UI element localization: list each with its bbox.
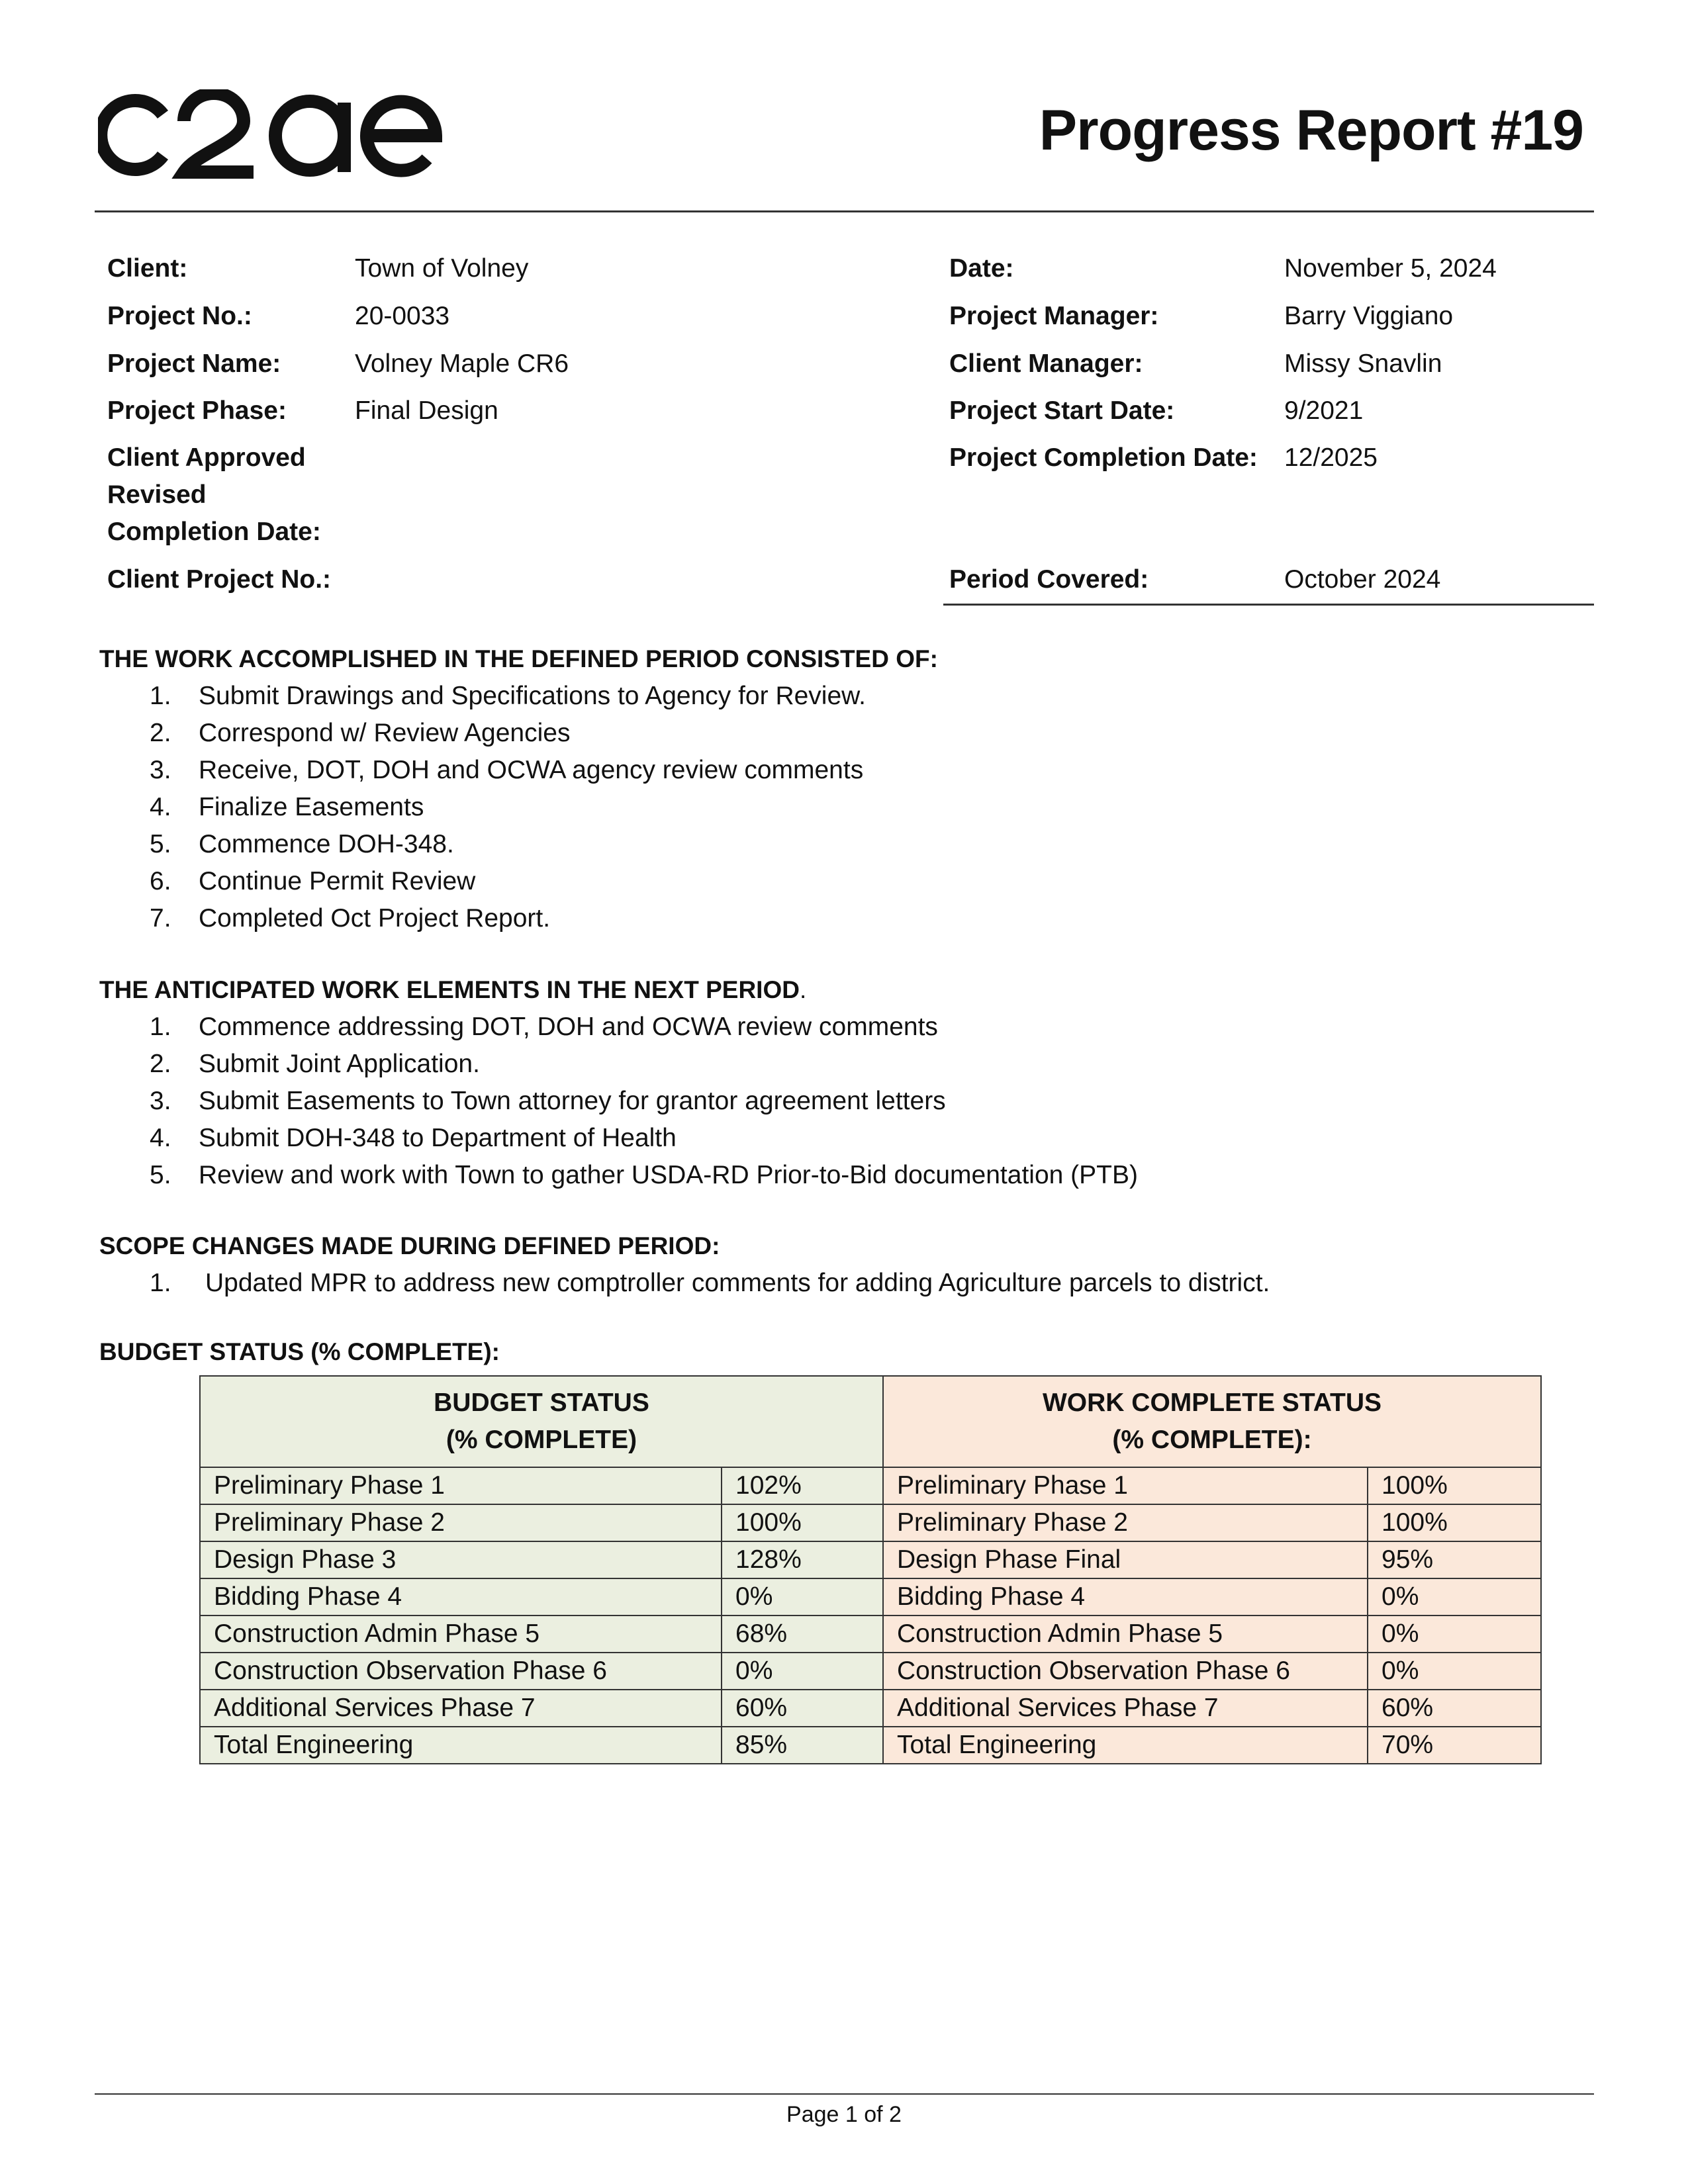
work-pct-cell: 60% [1368, 1690, 1541, 1727]
header-divider [95, 210, 1594, 212]
anticipated-work-list [99, 1009, 1138, 1194]
work-pct-cell: 0% [1368, 1615, 1541, 1653]
work-phase-cell: Additional Services Phase 7 [883, 1690, 1368, 1727]
date-value: November 5, 2024 [1284, 254, 1497, 283]
budget-pct-cell: 128% [722, 1541, 883, 1578]
project-phase-label: Project Phase: [107, 396, 287, 425]
list-item: 3. Receive, DOT, DOH and OCWA agency review comments [150, 756, 864, 784]
budget-pct-cell: 0% [722, 1578, 883, 1615]
page-number: Page 1 of 2 [786, 2102, 902, 2127]
work-accomplished-heading: THE WORK ACCOMPLISHED IN THE DEFINED PERIOD CONSISTED OF: [99, 645, 938, 672]
project-name-value: Volney Maple CR6 [355, 349, 569, 378]
project-no-value: 20-0033 [355, 302, 450, 330]
list-item: 2. Correspond w/ Review Agencies [150, 719, 571, 747]
table-row [200, 1504, 1541, 1541]
list-item: 1. Commence addressing DOT, DOH and OCWA review comments [150, 1013, 938, 1041]
budget-phase-cell: Preliminary Phase 1 [200, 1467, 722, 1504]
work-phase-cell: Construction Admin Phase 5 [883, 1615, 1368, 1653]
work-pct-cell: 0% [1368, 1578, 1541, 1615]
work-pct-cell: 100% [1368, 1467, 1541, 1504]
client-value: Town of Volney [355, 254, 529, 283]
table-row [200, 1690, 1541, 1727]
date-label: Date: [949, 254, 1014, 283]
client-approved-revised-completion-date-label: Client Approved Revised Completion Date: [107, 443, 321, 546]
period-covered-label: Period Covered: [949, 565, 1149, 594]
budget-phase-cell: Bidding Phase 4 [200, 1578, 722, 1615]
period-covered-divider [943, 604, 1594, 606]
budget-status-header: BUDGET STATUS (% COMPLETE) [200, 1376, 883, 1467]
budget-phase-cell: Construction Observation Phase 6 [200, 1653, 722, 1690]
work-pct-cell: 70% [1368, 1727, 1541, 1764]
work-pct-cell: 95% [1368, 1541, 1541, 1578]
work-pct-cell: 100% [1368, 1504, 1541, 1541]
project-completion-date-value: 12/2025 [1284, 443, 1378, 472]
list-item: 4. Finalize Easements [150, 793, 424, 821]
budget-status-heading: BUDGET STATUS (% COMPLETE): [99, 1338, 500, 1365]
c2ae-logo [98, 89, 442, 182]
anticipated-work-heading: THE ANTICIPATED WORK ELEMENTS IN THE NEXT PERIOD. [99, 976, 807, 1003]
work-complete-status-header: WORK COMPLETE STATUS (% COMPLETE): [883, 1376, 1541, 1467]
project-start-date-label: Project Start Date: [949, 396, 1175, 425]
project-name-label: Project Name: [107, 349, 281, 378]
client-project-no-label: Client Project No.: [107, 565, 332, 594]
table-row [200, 1653, 1541, 1690]
scope-changes-list [99, 1265, 1270, 1302]
table-row [200, 1578, 1541, 1615]
work-accomplished-list [99, 678, 866, 937]
client-manager-value: Missy Snavlin [1284, 349, 1442, 378]
list-item: 7. Completed Oct Project Report. [150, 904, 551, 933]
client-manager-label: Client Manager: [949, 349, 1143, 378]
project-no-label: Project No.: [107, 302, 252, 330]
work-phase-cell: Preliminary Phase 2 [883, 1504, 1368, 1541]
budget-phase-cell: Design Phase 3 [200, 1541, 722, 1578]
footer-divider [95, 2093, 1594, 2095]
project-phase-value: Final Design [355, 396, 498, 425]
list-item: 5. Commence DOH-348. [150, 830, 454, 858]
c2ae-logo-mark [98, 89, 442, 179]
work-pct-cell: 0% [1368, 1653, 1541, 1690]
project-manager-label: Project Manager: [949, 302, 1159, 330]
work-phase-cell: Design Phase Final [883, 1541, 1368, 1578]
table-row [200, 1541, 1541, 1578]
list-item: 6. Continue Permit Review [150, 867, 476, 895]
list-item: 4. Submit DOH-348 to Department of Health [150, 1124, 677, 1152]
budget-status-table [199, 1375, 1542, 1764]
budget-pct-cell: 0% [722, 1653, 883, 1690]
work-phase-cell: Preliminary Phase 1 [883, 1467, 1368, 1504]
project-start-date-value: 9/2021 [1284, 396, 1364, 425]
list-item: 3. Submit Easements to Town attorney for grantor agreement letters [150, 1087, 946, 1115]
list-item: 5. Review and work with Town to gather USDA-RD Prior-to-Bid documentation (PTB) [150, 1161, 1138, 1189]
budget-phase-cell: Additional Services Phase 7 [200, 1690, 722, 1727]
budget-phase-cell: Total Engineering [200, 1727, 722, 1764]
project-manager-value: Barry Viggiano [1284, 302, 1454, 330]
budget-pct-cell: 85% [722, 1727, 883, 1764]
table-header-row [200, 1376, 1541, 1467]
list-item: 2. Submit Joint Application. [150, 1050, 480, 1078]
budget-phase-cell: Construction Admin Phase 5 [200, 1615, 722, 1653]
work-phase-cell: Bidding Phase 4 [883, 1578, 1368, 1615]
scope-changes-heading: SCOPE CHANGES MADE DURING DEFINED PERIOD: [99, 1232, 720, 1259]
budget-phase-cell: Preliminary Phase 2 [200, 1504, 722, 1541]
work-phase-cell: Construction Observation Phase 6 [883, 1653, 1368, 1690]
list-item: 1. Updated MPR to address new comptroller comments for adding Agriculture parcels to district. [150, 1269, 1270, 1297]
period-covered-value: October 2024 [1284, 565, 1441, 594]
budget-pct-cell: 102% [722, 1467, 883, 1504]
work-phase-cell: Total Engineering [883, 1727, 1368, 1764]
table-row [200, 1615, 1541, 1653]
list-item: 1. Submit Drawings and Specifications to Agency for Review. [150, 682, 867, 710]
budget-pct-cell: 100% [722, 1504, 883, 1541]
report-title: Progress Report #19 [1039, 99, 1583, 162]
project-completion-date-label: Project Completion Date: [949, 443, 1258, 472]
budget-pct-cell: 60% [722, 1690, 883, 1727]
table-row [200, 1727, 1541, 1764]
budget-pct-cell: 68% [722, 1615, 883, 1653]
client-label: Client: [107, 254, 188, 283]
table-row [200, 1467, 1541, 1504]
